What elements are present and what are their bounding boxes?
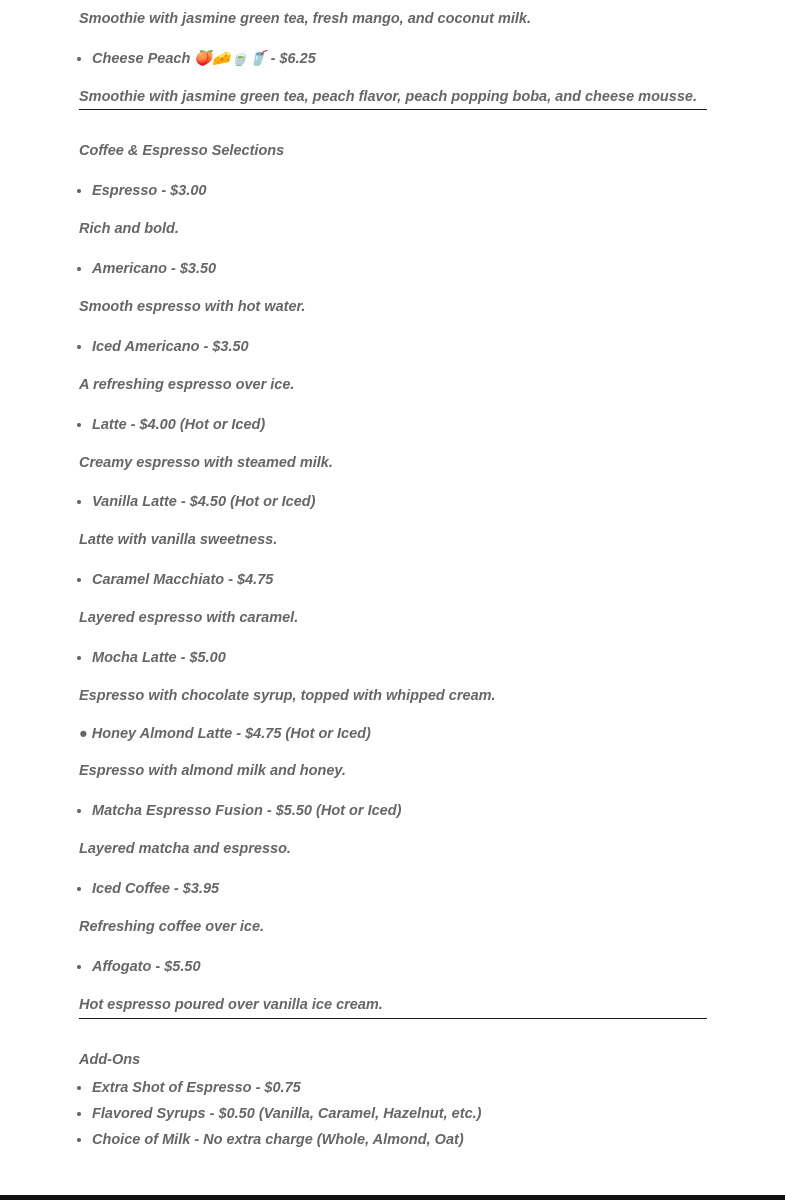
menu-item-matcha-espresso-fusion: • Matcha Espresso Fusion - $5.50 (Hot or Iced) (92, 801, 401, 821)
menu-item-espresso: • Espresso - $3.00 (92, 181, 206, 201)
menu-item-list (79, 181, 206, 201)
addon-item: • Choice of Milk - No extra charge (Whole, Almond, Oat) (92, 1127, 482, 1153)
addons-list (79, 1075, 482, 1153)
section-divider (79, 109, 707, 110)
menu-item-description: Layered espresso with caramel. (79, 610, 299, 626)
menu-item-iced-americano: • Iced Americano - $3.50 (92, 337, 249, 357)
menu-item-iced-coffee: • Iced Coffee - $3.95 (92, 879, 219, 899)
menu-item-description: Espresso with almond milk and honey. (79, 763, 346, 779)
menu-item-list (79, 879, 219, 899)
menu-item-list (79, 492, 315, 512)
menu-item-description: Refreshing coffee over ice. (79, 919, 265, 935)
cheese-peach-list (79, 49, 316, 69)
footer-bar (0, 1195, 785, 1200)
menu-item-latte: • Latte - $4.00 (Hot or Iced) (92, 415, 265, 435)
menu-item-list (79, 415, 265, 435)
menu-item-description: Latte with vanilla sweetness. (79, 532, 278, 548)
menu-item-description: Layered matcha and espresso. (79, 841, 291, 857)
menu-item-affogato: • Affogato - $5.50 (92, 957, 201, 977)
menu-item-americano: • Americano - $3.50 (92, 259, 216, 279)
cheese-peach-item: • Cheese Peach 🍑🧀🍵🥤 - $6.25 (92, 49, 316, 69)
coffee-section-heading: Coffee & Espresso Selections (79, 143, 285, 159)
menu-item-vanilla-latte: • Vanilla Latte - $4.50 (Hot or Iced) (92, 492, 315, 512)
menu-item-list (79, 259, 216, 279)
menu-item-description: Hot espresso poured over vanilla ice cream. (79, 997, 383, 1013)
section-divider (79, 1018, 707, 1019)
menu-item-description: Rich and bold. (79, 221, 179, 237)
menu-item-list (79, 570, 273, 590)
menu-item-honey-almond-latte: ● Honey Almond Latte - $4.75 (Hot or Iced) (79, 726, 371, 742)
menu-item-description: Espresso with chocolate syrup, topped with whipped cream. (79, 688, 496, 704)
menu-item-list (79, 648, 226, 668)
menu-item-caramel-macchiato: • Caramel Macchiato - $4.75 (92, 570, 273, 590)
menu-item-description: Creamy espresso with steamed milk. (79, 455, 333, 471)
cheese-peach-description: Smoothie with jasmine green tea, peach flavor, peach popping boba, and cheese mousse. (79, 89, 698, 105)
menu-item-list (79, 957, 201, 977)
menu-item-list (79, 801, 401, 821)
addon-item: • Flavored Syrups - $0.50 (Vanilla, Caramel, Hazelnut, etc.) (92, 1101, 482, 1127)
menu-item-description: A refreshing espresso over ice. (79, 377, 295, 393)
mango-smoothie-description: Smoothie with jasmine green tea, fresh mango, and coconut milk. (79, 11, 531, 27)
menu-item-mocha-latte: • Mocha Latte - $5.00 (92, 648, 226, 668)
menu-item-list (79, 337, 249, 357)
menu-item-description: Smooth espresso with hot water. (79, 299, 306, 315)
addons-section-heading: Add-Ons (79, 1052, 141, 1068)
addon-item: • Extra Shot of Espresso - $0.75 (92, 1075, 482, 1101)
